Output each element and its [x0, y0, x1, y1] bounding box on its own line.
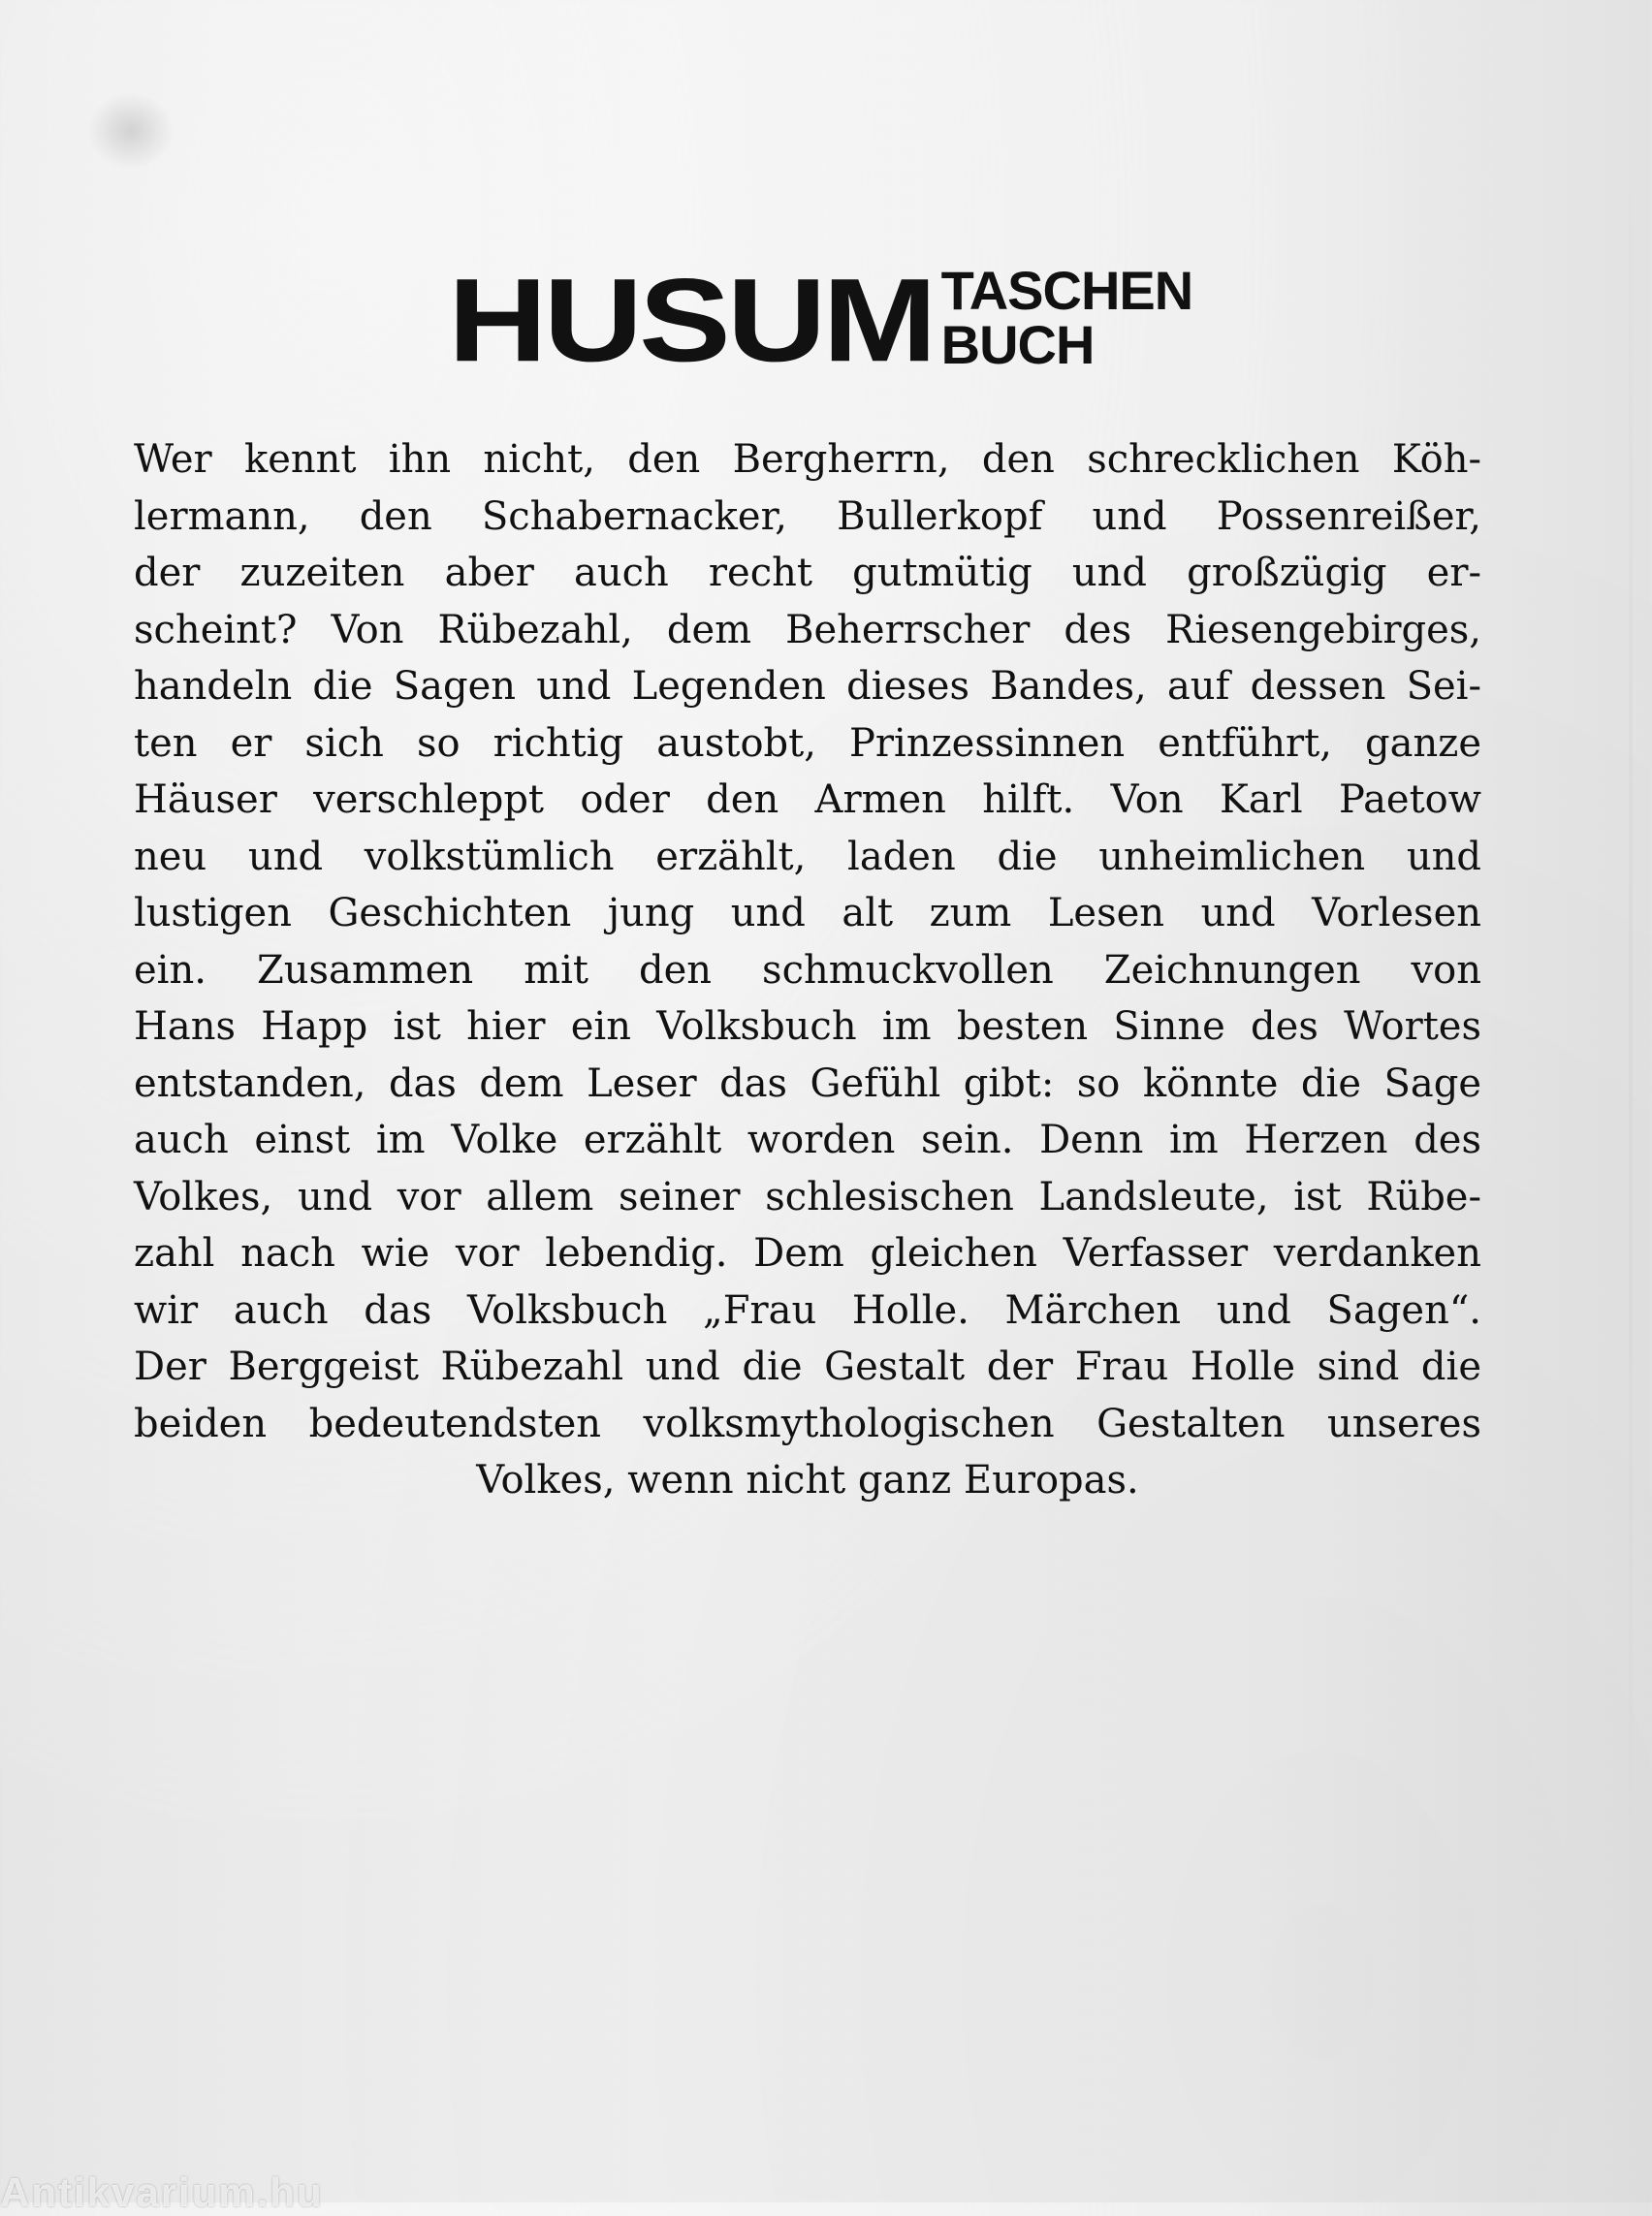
blurb-text — [134, 431, 1481, 1509]
blurb-line: lermann, den Schabernacker, Bullerkopf und Possenreißer, — [134, 493, 1481, 539]
publisher-logo — [448, 242, 1193, 387]
blurb-last-line: Volkes, wenn nicht ganz Europas. — [476, 1458, 1139, 1503]
blurb-line: auch einst im Volke erzählt worden sein. Denn im Herzen des — [134, 1118, 1481, 1162]
blurb-line: Häuser verschleppt oder den Armen hilft. Von Karl Paetow — [134, 777, 1481, 822]
blurb-line: Der Berggeist Rübezahl und die Gestalt der Frau Holle sind die — [134, 1345, 1481, 1389]
cover-crease — [1629, 0, 1633, 2202]
blurb-line: Hans Happ ist hier ein Volksbuch im besten Sinne des Wortes — [134, 1004, 1481, 1049]
blurb-line: beiden bedeutendsten volksmythologischen Gestalten unseres — [134, 1401, 1481, 1446]
logo-buch: BUCH — [940, 314, 1095, 375]
blurb-line: ten er sich so richtig austobt, Prinzessinnen entführt, ganze — [134, 720, 1481, 766]
blurb-line: neu und volkstümlich erzählt, laden die unheimlichen und — [134, 834, 1481, 879]
blurb-line: handeln die Sagen und Legenden dieses Bandes, auf dessen Sei- — [134, 664, 1481, 709]
logo-husum: HUSUM — [448, 254, 934, 387]
smudge-mark — [87, 92, 175, 170]
blurb-line: entstanden, das dem Leser das Gefühl gibt: so könnte die Sage — [134, 1061, 1481, 1106]
blurb-line: wir auch das Volksbuch „Frau Holle. Märchen und Sagen“. — [134, 1287, 1481, 1333]
blurb-line: der zuzeiten aber auch recht gutmütig und großzügig er- — [134, 551, 1481, 595]
blurb-line: ein. Zusammen mit den schmuckvollen Zeichnungen von — [134, 947, 1481, 993]
watermark: Antikvarium.hu — [0, 2169, 324, 2215]
blurb-line: scheint? Von Rübezahl, dem Beherrscher des Riesengebirges, — [134, 607, 1481, 652]
blurb-line: zahl nach wie vor lebendig. Dem gleichen Verfasser verdanken — [134, 1231, 1481, 1276]
blurb-line: lustigen Geschichten jung und alt zum Lesen und Vorlesen — [134, 891, 1481, 935]
blurb-line: Volkes, und vor allem seiner schlesischen Landsleute, ist Rübe- — [134, 1174, 1481, 1219]
blurb-line: Wer kennt ihn nicht, den Bergherrn, den schrecklichen Köh- — [134, 437, 1481, 482]
logo-taschen: TASCHEN — [940, 260, 1193, 321]
logo-taschenbuch — [940, 260, 1193, 380]
